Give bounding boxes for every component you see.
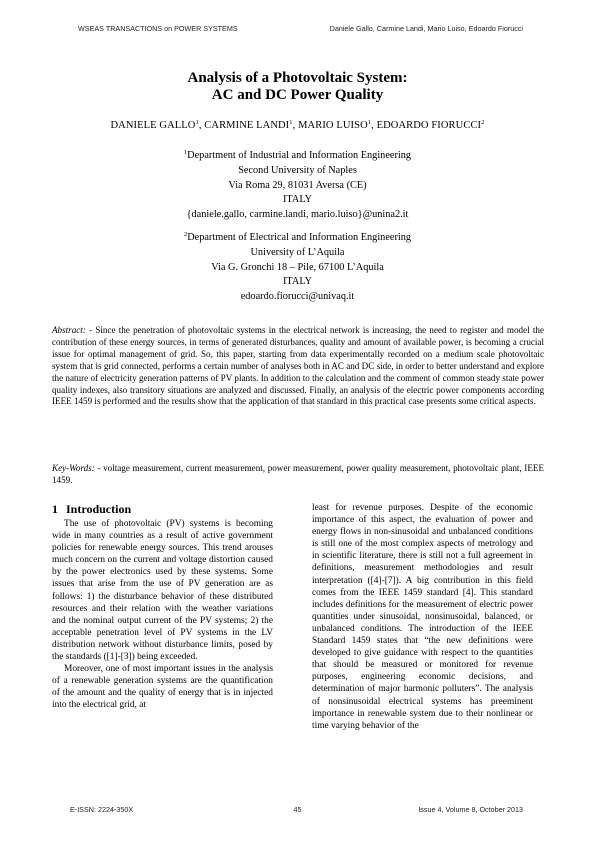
abstract-text: - Since the penetration of photovoltaic systems in the electrical network is increasing, the need to register and model the contribution of these energy sources, in terms of generated disturbances, quality and amount of available power, is becoming a crucial issue for optimal management of grid. So, this paper, starting from data experimentally recorded on a medium scale photovoltaic system that is grid connected, performs a certain number of analyses both in AC and DC side, in order to better understand and explore the nature of electricity generation patterns of PV plants. In addition to the calculation and the comment of common steady state power quality indexes, also transitory situations are analyzed and discussed. Finally, an analysis of the electric power components according IEEE 1459 is performed and the results show that the application of that standard in this practical case presents some critical aspects. <box>52 325 544 407</box>
affiliation-country: ITALY <box>282 194 313 206</box>
affiliation-email: edoardo.fiorucci@univaq.it <box>240 291 355 303</box>
affiliation-email: {daniele.gallo, carmine.landi, mario.luiso}@unina2.it <box>186 209 409 221</box>
affiliation-university: Second University of Naples <box>238 164 357 176</box>
author-name: EDOARDO FIORUCCI <box>376 120 482 131</box>
footer-issn: E-ISSN: 2224-350X <box>70 805 134 814</box>
running-header-authors: Daniele Gallo, Carmine Landi, Mario Luiso, Edoardo Fiorucci <box>329 24 523 33</box>
paper-title <box>0 70 595 104</box>
affiliation-department: Department of Electrical and Information Engineering <box>187 232 412 243</box>
affiliation-address: Via G. Gronchi 18 – Pile, 67100 L’Aquila <box>211 261 384 273</box>
body-column-left <box>52 502 273 712</box>
footer-issue: Issue 4, Volume 8, October 2013 <box>418 805 523 814</box>
keywords-label: Key-Words: <box>52 463 95 473</box>
body-paragraph: Moreover, one of most important issues in the analysis of a renewable generation systems are the quantification of the amount and the quality of energy that is in injected into the electrical grid, at <box>52 664 273 711</box>
keywords-text: - voltage measurement, current measurement, power measurement, power quality measurement, photovoltaic plant, IEEE 1459. <box>52 463 545 485</box>
affiliation-address: Via Roma 29, 81031 Aversa (CE) <box>228 179 367 191</box>
affiliation-1 <box>0 149 595 223</box>
section-heading <box>52 502 273 516</box>
body-paragraph: least for revenue purposes. Despite of the economic importance of this aspect, the evaluation of power and energy flows in non-sinusoidal and unbalanced conditions is still one of the most complex aspects of metrology and in scientific literature, there is still not a full agreement in definitions, measurement methodologies and result interpretation ([4]-[7]). A big contribution in this field comes from the IEEE 1459 standard [4]. This standard includes definitions for the measurement of electric power quantities under sinusoidal, nonsinusoidal, balanced, or unbalanced conditions. The introduction of the IEEE Standard 1459 states that “the new definitions were developed to give guidance with respect to the quantities that should be measured or monitored for revenue purposes, engineering economic decisions, and determination of major harmonic polluters”. The analysis of nonsinusoidal electrical systems has preeminent importance in renewable system due to their nonlinear or time varying behavior of the <box>312 503 533 731</box>
keywords <box>52 463 544 487</box>
author-affiliation-mark: 1 <box>289 119 293 126</box>
author-affiliation-mark: 1 <box>367 119 372 126</box>
affiliation-department: Department of Industrial and Information Engineering <box>187 150 412 161</box>
section-title: Introduction <box>66 502 132 516</box>
section-number: 1 <box>52 502 58 516</box>
author-affiliation-mark: 2 <box>481 119 485 126</box>
author-affiliation-mark: 1 <box>195 119 199 126</box>
author-name: DANIELE GALLO <box>110 120 196 131</box>
affiliation-2 <box>0 231 595 305</box>
body-column-right <box>312 502 533 732</box>
running-header-journal: WSEAS TRANSACTIONS on POWER SYSTEMS <box>78 24 238 33</box>
author-list: DANIELE GALLO$^1$, CARMINE LANDI$^1$, MARIO LUISO$^1$, EDOARDO FIORUCCI$^2$ <box>110 119 485 131</box>
affiliation-mark: 1 <box>183 149 188 156</box>
title-line-2: AC and DC Power Quality <box>211 87 384 103</box>
affiliation-university: University of L’Aquila <box>250 246 345 258</box>
footer-page-number: 45 <box>293 805 302 814</box>
title-line-1: Analysis of a Photovoltaic System: <box>187 70 408 86</box>
abstract-label: Abstract: <box>52 325 86 335</box>
affiliation-country: ITALY <box>282 276 313 288</box>
body-paragraph: The use of photovoltaic (PV) systems is becoming wide in many countries as a result of active government policies for renewable energy sources. This trend arouses much concern on the current and voltage distortion caused by the power electronics used by these systems. Some issues that arise from the use of PV generation are as follows: 1) the disturbance behavior of these distributed resources and their relation with the weather variations and the nominal output current of the PV systems; 2) the acceptable penetration level of PV systems in the LV distribution network without disturbance limits, posed by the standards ([1]-[3]) being exceeded. <box>52 519 273 663</box>
author-name: CARMINE LANDI <box>204 120 290 131</box>
author-name: MARIO LUISO <box>298 120 368 131</box>
abstract <box>52 325 544 408</box>
affiliation-mark: 2 <box>183 231 188 238</box>
